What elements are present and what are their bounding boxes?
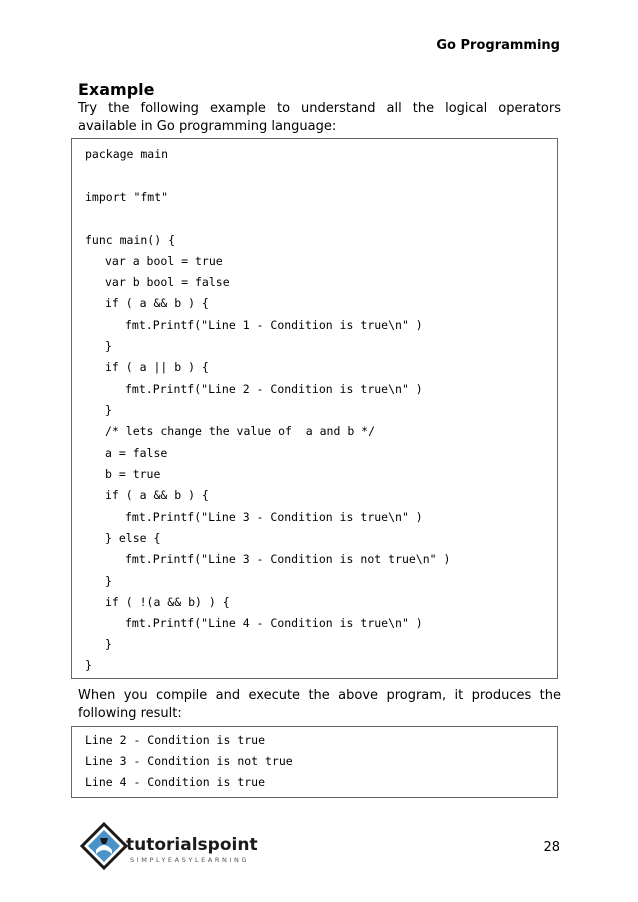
- code-line: if ( a || b ) {: [105, 360, 209, 374]
- code-line: }: [105, 637, 112, 651]
- tutorialspoint-logo: [78, 820, 278, 880]
- code-line: fmt.Printf("Line 2 - Condition is true\n" ): [125, 382, 423, 396]
- section-heading: Example: [78, 80, 155, 99]
- logo-graphic: [78, 820, 278, 880]
- code-line: fmt.Printf("Line 4 - Condition is true\n" ): [125, 616, 423, 630]
- code-line: var b bool = false: [105, 275, 230, 289]
- code-line: b = true: [105, 467, 161, 481]
- code-line: fmt.Printf("Line 1 - Condition is true\n" ): [125, 318, 423, 332]
- code-line: }: [105, 339, 112, 353]
- code-line: } else {: [105, 531, 161, 545]
- result-paragraph: When you compile and execute the above program, it produces the following result:: [78, 688, 561, 721]
- code-line: fmt.Printf("Line 3 - Condition is not true\n" ): [125, 552, 451, 566]
- code-line: func main() {: [85, 233, 176, 247]
- output-block: [71, 726, 558, 798]
- code-line: a = false: [105, 446, 168, 460]
- output-line: Line 3 - Condition is not true: [85, 754, 293, 768]
- code-line: if ( !(a && b) ) {: [105, 595, 230, 609]
- code-line: var a bool = true: [105, 254, 223, 268]
- output-line: Line 4 - Condition is true: [85, 775, 266, 789]
- code-block: [71, 138, 558, 679]
- code-line: package main: [85, 147, 169, 161]
- logo-wordmark: tutorialspoint: [126, 835, 258, 855]
- running-header: Go Programming: [436, 38, 560, 53]
- code-line: fmt.Printf("Line 3 - Condition is true\n" ): [125, 510, 423, 524]
- code-line: import "fmt": [85, 190, 169, 204]
- code-line: }: [105, 574, 112, 588]
- code-line: }: [85, 658, 92, 672]
- logo-tagline: SIMPLYEASYLEARNING: [130, 856, 250, 864]
- output-line: Line 2 - Condition is true: [85, 733, 266, 747]
- code-line: if ( a && b ) {: [105, 488, 209, 502]
- page-number: 28: [543, 840, 560, 855]
- code-line: if ( a && b ) {: [105, 296, 209, 310]
- code-line: }: [105, 403, 112, 417]
- intro-paragraph: Try the following example to understand all the logical operators available in Go programming language:: [78, 101, 561, 134]
- code-line: /* lets change the value of a and b */: [105, 424, 376, 438]
